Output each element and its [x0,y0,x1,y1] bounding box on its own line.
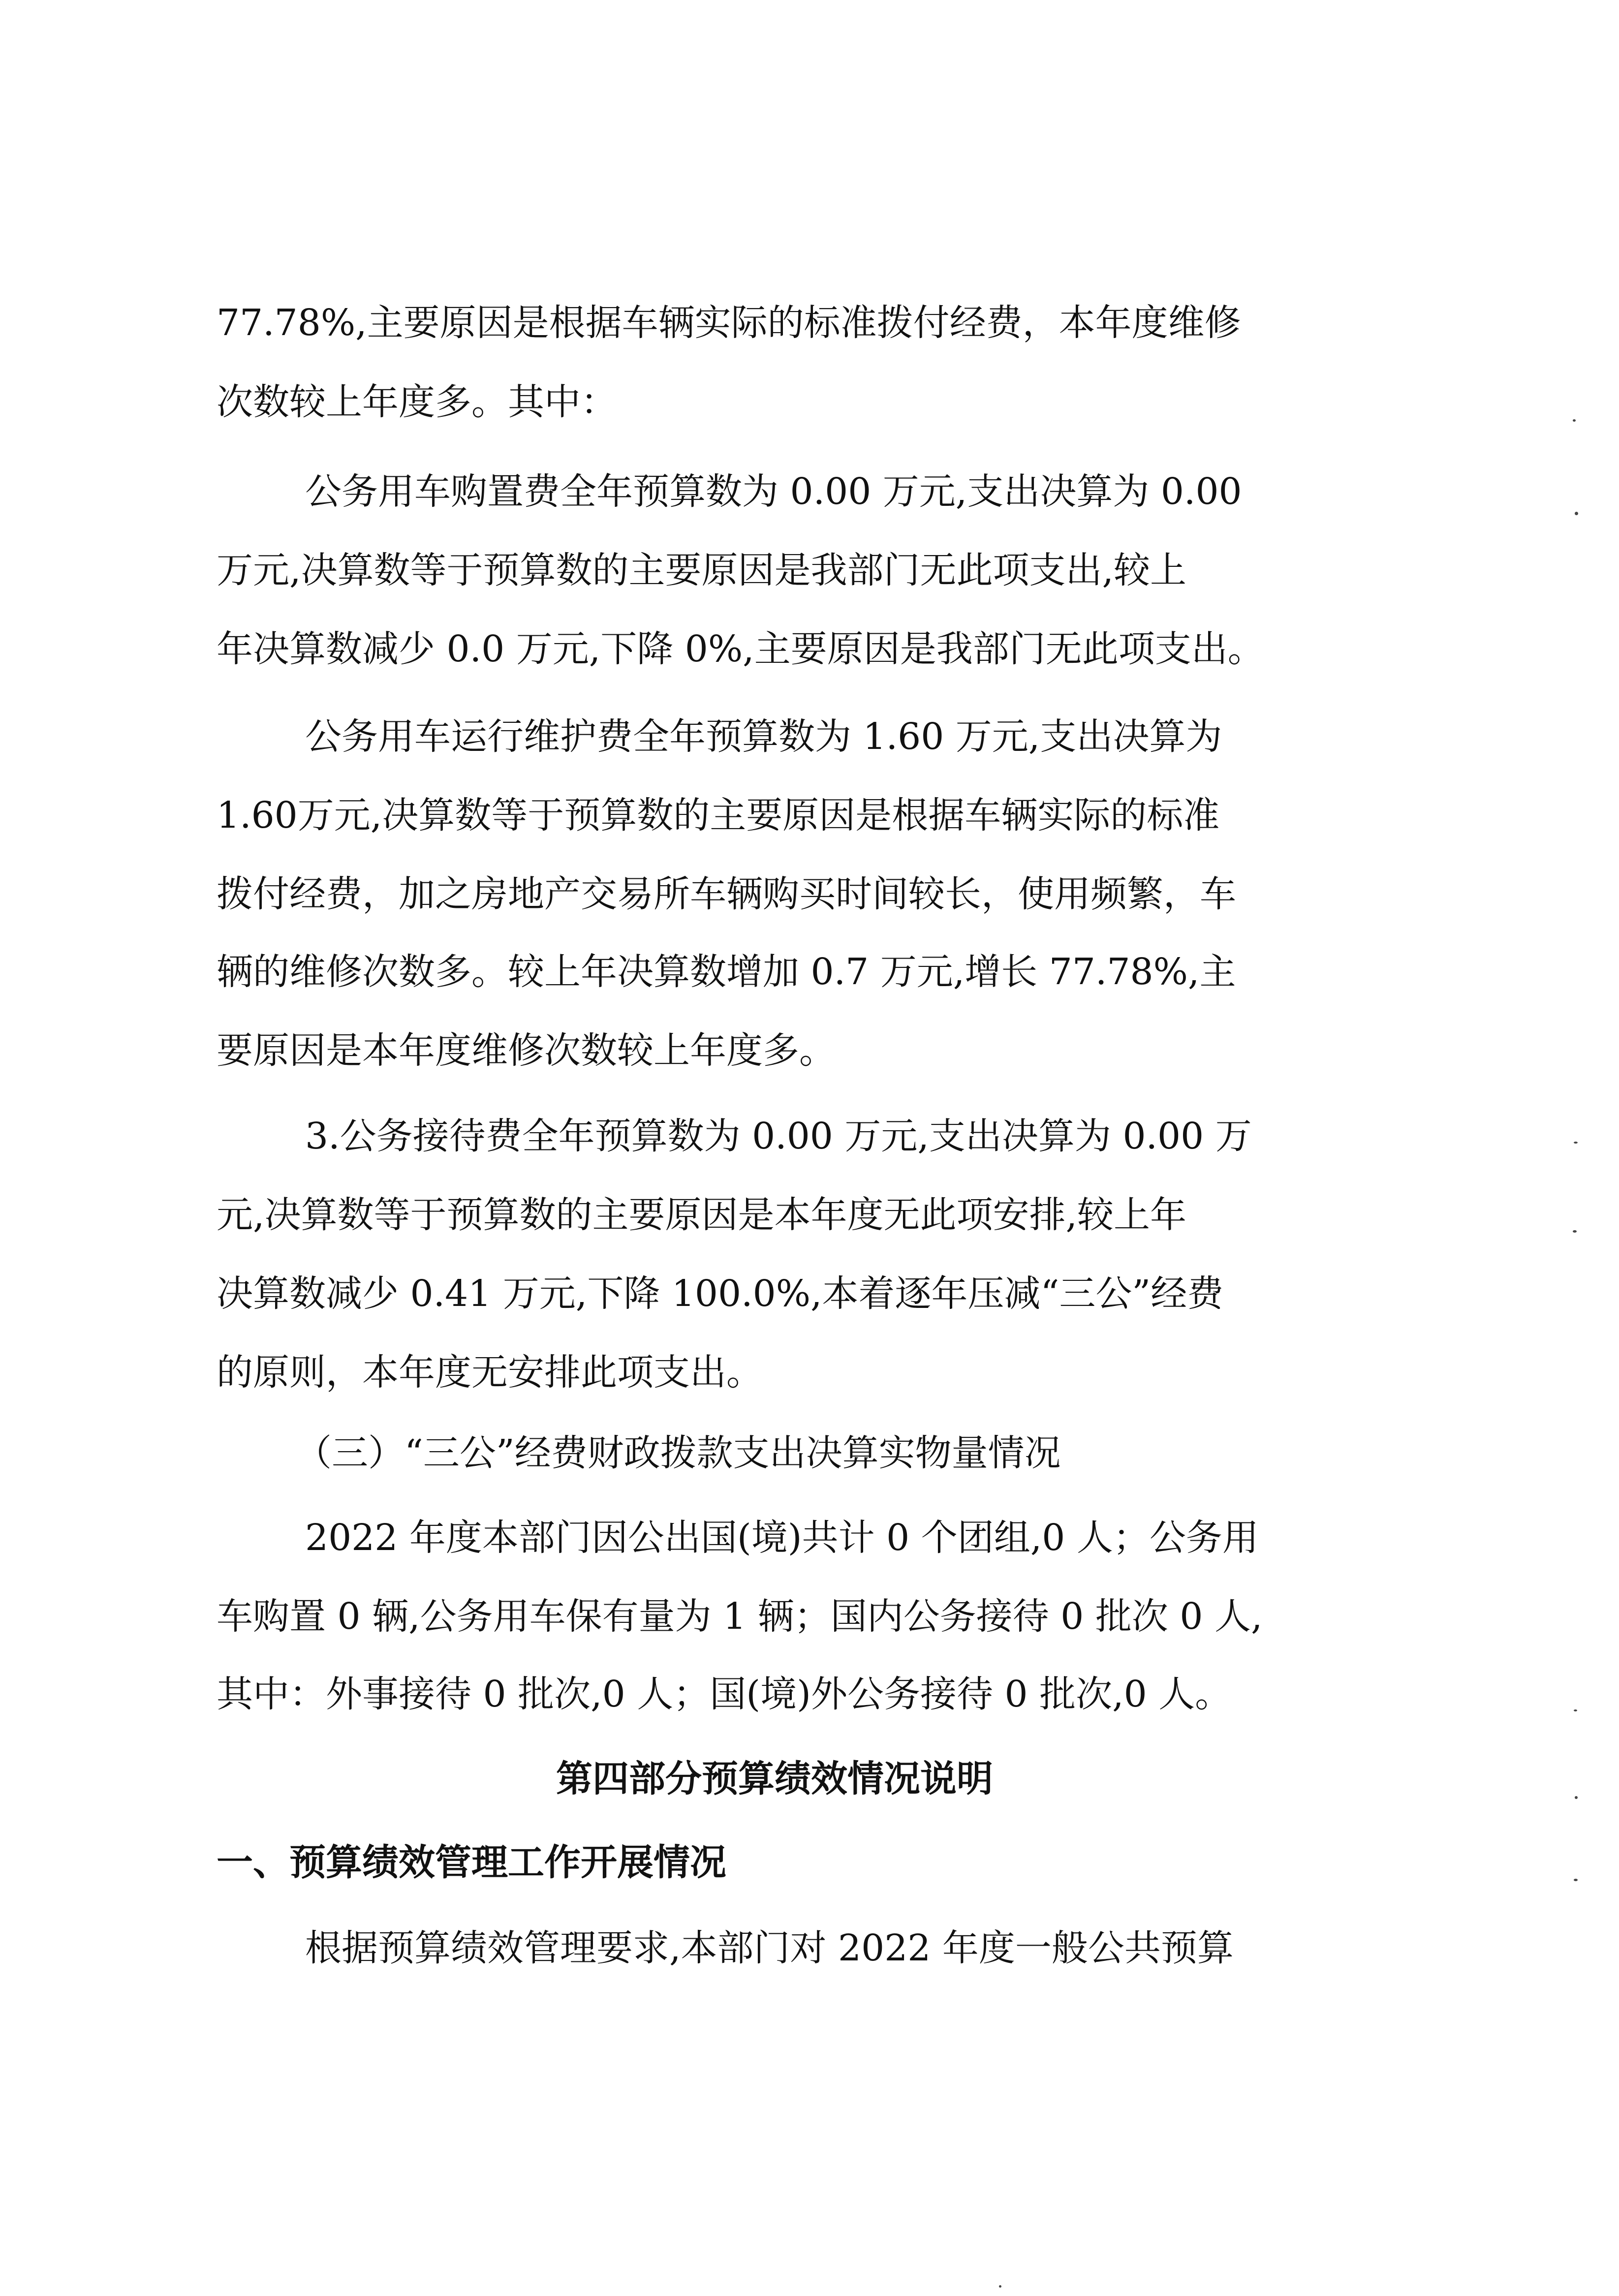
text-line: 车购置 0 辆,公务用车保有量为 1 辆；国内公务接待 0 批次 0 人, [217,1595,1263,1638]
text-line: 辆的维修次数多。较上年决算数增加 0.7 万元,增长 77.78%,主 [217,951,1236,993]
text-line: 公务用车购置费全年预算数为 0.00 万元,支出决算为 0.00 [305,470,1242,513]
text-line: 的原则，本年度无安排此项支出。 [217,1351,763,1394]
text-line: 要原因是本年度维修次数较上年度多。 [217,1029,836,1072]
text-line: 其中：外事接待 0 批次,0 人；国(境)外公务接待 0 批次,0 人。 [217,1673,1232,1715]
text-line: 决算数减少 0.41 万元,下降 100.0%,本着逐年压减“三公”经费 [217,1272,1224,1315]
text-line: 拨付经费，加之房地产交易所车辆购买时间较长，使用频繁，车 [217,873,1236,915]
text-line: 77.78%,主要原因是根据车辆实际的标准拨付经费，本年度维修 [217,302,1241,344]
part-title: 第四部分预算绩效情况说明 [556,1758,993,1800]
text-line: 1.60万元,决算数等于预算数的主要原因是根据车辆实际的标准 [217,794,1220,837]
text-line: 年决算数减少 0.0 万元,下降 0%,主要原因是我部门无此项支出。 [217,628,1264,670]
text-line: 公务用车运行维护费全年预算数为 1.60 万元,支出决算为 [305,715,1222,758]
text-line: 元,决算数等于预算数的主要原因是本年度无此项安排,较上年 [217,1194,1187,1236]
text-line: 根据预算绩效管理要求,本部门对 2022 年度一般公共预算 [305,1927,1234,1969]
section-heading: 一、预算绩效管理工作开展情况 [217,1841,726,1884]
text-line: 2022 年度本部门因公出国(境)共计 0 个团组,0 人；公务用 [305,1517,1259,1559]
text-line: 万元,决算数等于预算数的主要原因是我部门无此项支出,较上 [217,549,1187,591]
text-line: 3.公务接待费全年预算数为 0.00 万元,支出决算为 0.00 万 [305,1115,1252,1157]
text-line: 次数较上年度多。其中： [217,381,617,423]
subsection-heading: （三）“三公”经费财政拨款支出决算实物量情况 [295,1432,1061,1474]
